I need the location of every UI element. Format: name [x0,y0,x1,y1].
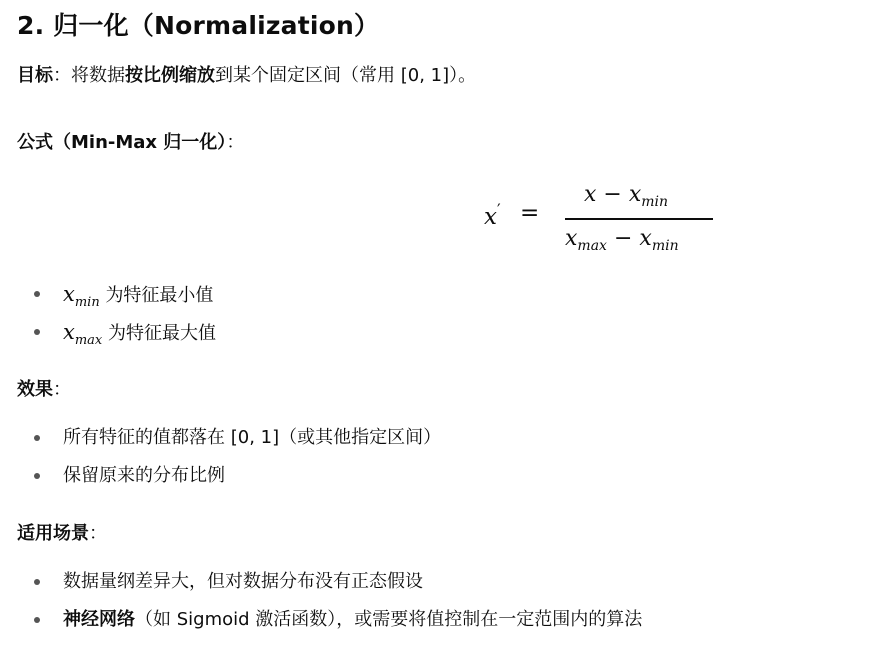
definition-text: 为特征最小值 [105,285,214,306]
scenario-bold: 神经网络 [63,609,135,630]
goal-label: 目标 [17,65,53,86]
minmax-formula [484,182,724,254]
goal-colon: ： [53,65,71,86]
formula-equals: = [520,200,540,226]
goal-paragraph [17,64,476,88]
definition-text: 为特征最大值 [108,323,216,344]
goal-text-post: 到某个固定区间（常用 [0, 1]）。 [215,65,477,86]
scenarios-heading [17,522,107,546]
list-item: 数据量纲差异大，但对数据分布没有正态假设 [17,570,642,608]
list-item: 所有特征的值都落在 [0, 1]（或其他指定区间） [17,426,441,464]
section-heading: 2. 归一化（Normalization） [17,11,380,40]
formula-numerator: $x - x_{min}$ [584,182,669,210]
formula-denominator: $x_{max} - x_{min}$ [565,226,679,254]
goal-text-bold: 按比例缩放 [125,65,215,86]
effect-list [17,426,441,502]
effect-label: 效果 [17,379,53,400]
formula-heading [17,131,244,155]
scenarios-label: 适用场景 [17,523,89,544]
list-item [17,320,216,358]
scenario-rest: （如 Sigmoid 激活函数），或需要将值控制在一定范围内的算法 [135,609,643,630]
math-x-min: $x_{min}$ [63,282,100,310]
scenarios-list [17,570,642,646]
list-item: 保留原来的分布比例 [17,464,441,502]
effect-heading [17,378,71,402]
effect-colon: ： [53,379,71,400]
fraction-bar [565,218,713,220]
list-item [17,608,642,646]
definitions-list [17,282,216,358]
formula-label: 公式（Min-Max 归一化） [17,132,227,153]
goal-text-pre: 将数据 [71,65,125,86]
math-x-max: $x_{max}$ [63,320,103,348]
formula-colon: ： [226,132,245,153]
scenarios-colon: ： [89,523,107,544]
formula-lhs: x′ [484,200,501,230]
list-item [17,282,216,320]
